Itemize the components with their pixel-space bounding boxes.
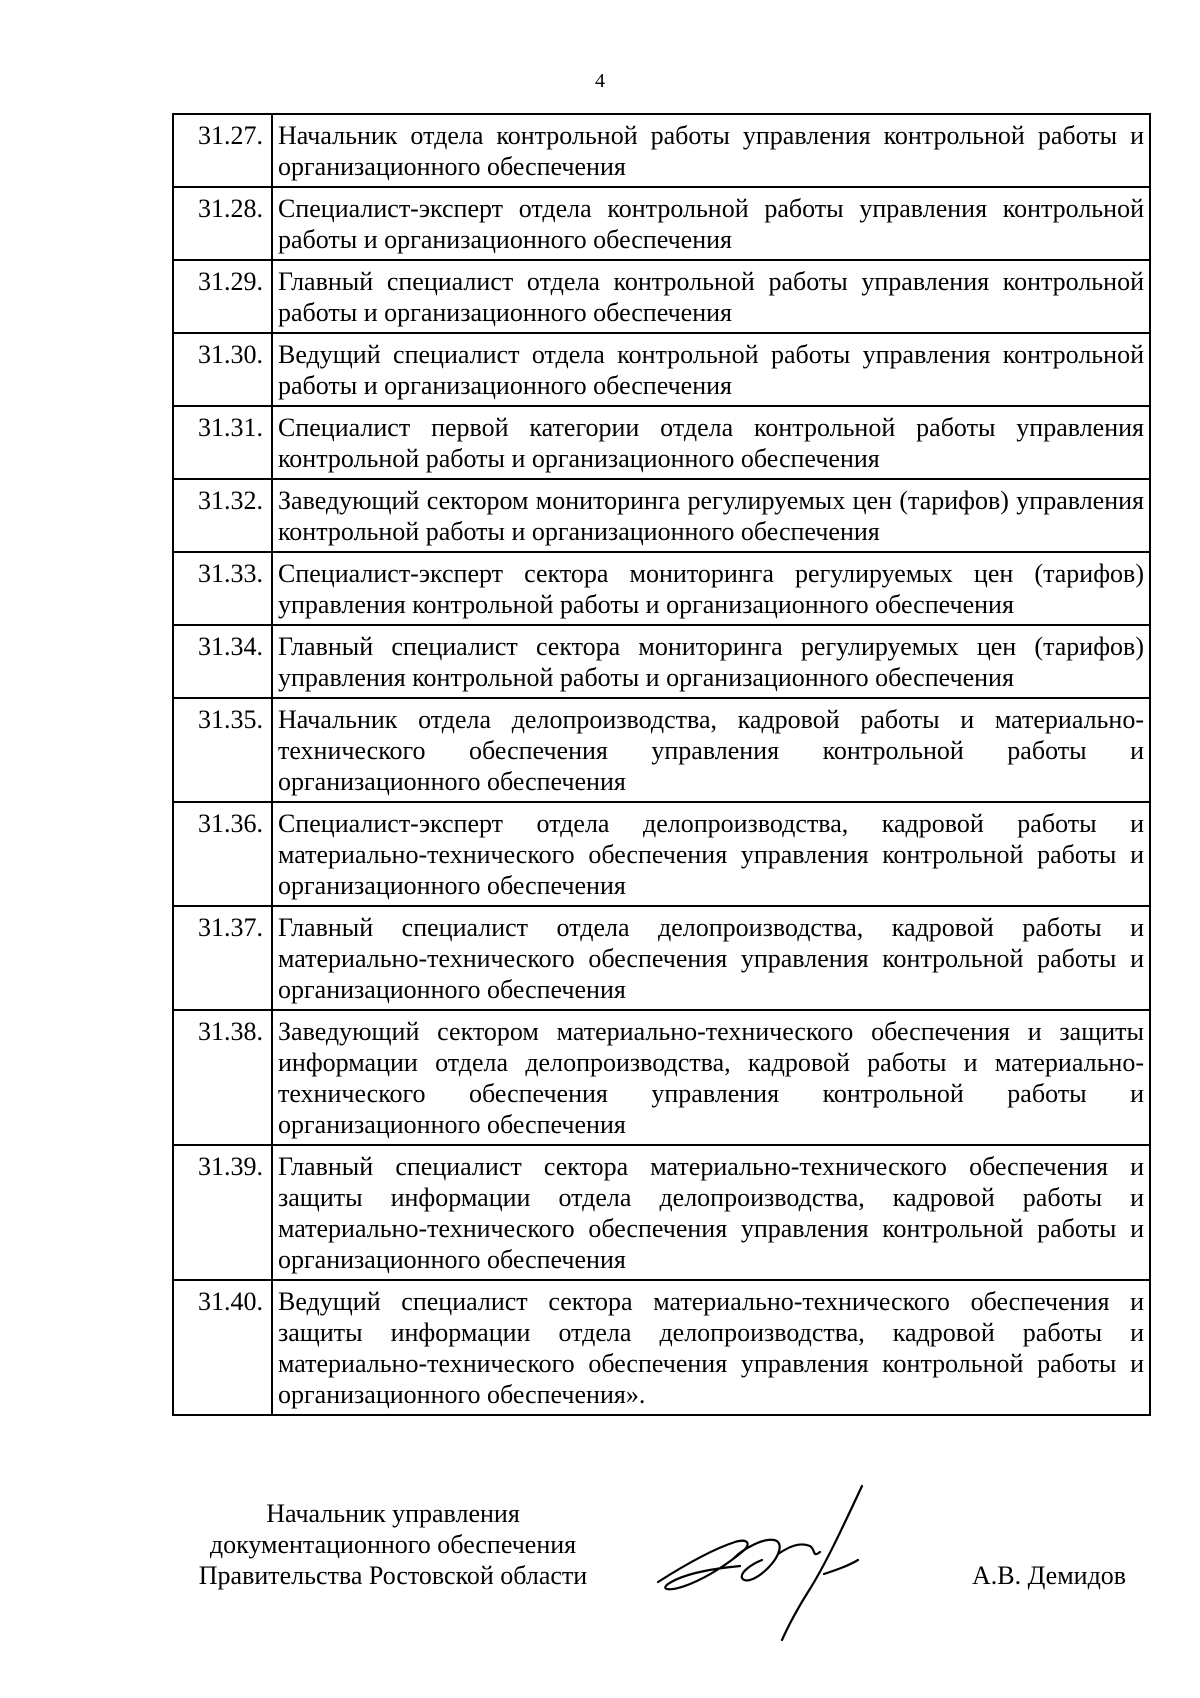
signer-name: А.В. Демидов — [972, 1561, 1127, 1590]
row-number: 31.35. — [173, 698, 272, 802]
table-row — [173, 802, 1150, 906]
row-text: Специалист-эксперт отдела делопроизводства, кадровой работы и материально-технического обеспечения управления контрольной работы и организационного обеспечения — [272, 802, 1150, 906]
row-text: Начальник отдела делопроизводства, кадровой работы и материально-технического обеспечения управления контрольной работы и организационного обеспечения — [272, 698, 1150, 802]
table-row — [173, 698, 1150, 802]
row-text: Главный специалист сектора материально-технического обеспечения и защиты информации отдела делопроизводства, кадровой работы и материально-технического обеспечения управления контрольной работы и организационного обеспечения — [272, 1145, 1150, 1280]
signer-position-line: Начальник управления — [266, 1499, 520, 1528]
table-row — [173, 406, 1150, 479]
row-text: Заведующий сектором мониторинга регулируемых цен (тарифов) управления контрольной работы и организационного обеспечения — [272, 479, 1150, 552]
signer-position — [173, 1498, 613, 1591]
row-number: 31.39. — [173, 1145, 272, 1280]
row-text: Главный специалист отдела делопроизводства, кадровой работы и материально-технического обеспечения управления контрольной работы и организационного обеспечения — [272, 906, 1150, 1010]
table-row — [173, 552, 1150, 625]
row-number: 31.36. — [173, 802, 272, 906]
page-number: 4 — [595, 70, 605, 92]
row-text: Главный специалист отдела контрольной работы управления контрольной работы и организационного обеспечения — [272, 260, 1150, 333]
table-row — [173, 1145, 1150, 1280]
row-number: 31.38. — [173, 1010, 272, 1145]
signer-position-line: документационного обеспечения — [209, 1530, 577, 1559]
table-row — [173, 1280, 1150, 1415]
table-row — [173, 187, 1150, 260]
row-text: Заведующий сектором материально-технического обеспечения и защиты информации отдела делопроизводства, кадровой работы и материально-технического обеспечения управления контрольной работы и организационного обеспечения — [272, 1010, 1150, 1145]
row-number: 31.27. — [173, 114, 272, 187]
table-row — [173, 114, 1150, 187]
row-number: 31.28. — [173, 187, 272, 260]
row-number: 31.30. — [173, 333, 272, 406]
table-row — [173, 625, 1150, 698]
table-row — [173, 906, 1150, 1010]
row-text: Специалист-эксперт сектора мониторинга регулируемых цен (тарифов) управления контрольной работы и организационного обеспечения — [272, 552, 1150, 625]
row-text: Ведущий специалист сектора материально-технического обеспечения и защиты информации отдела делопроизводства, кадровой работы и материально-технического обеспечения управления контрольной работы и организационного обеспечения». — [272, 1280, 1150, 1415]
table-row — [173, 1010, 1150, 1145]
row-text: Ведущий специалист отдела контрольной работы управления контрольной работы и организационного обеспечения — [272, 333, 1150, 406]
row-number: 31.33. — [173, 552, 272, 625]
table-row — [173, 479, 1150, 552]
row-number: 31.31. — [173, 406, 272, 479]
row-text: Специалист первой категории отдела контрольной работы управления контрольной работы и организационного обеспечения — [272, 406, 1150, 479]
positions-table — [172, 113, 1151, 1416]
row-text: Главный специалист сектора мониторинга регулируемых цен (тарифов) управления контрольной работы и организационного обеспечения — [272, 625, 1150, 698]
row-number: 31.37. — [173, 906, 272, 1010]
table-row — [173, 260, 1150, 333]
handwritten-signature — [650, 1480, 950, 1650]
row-number: 31.32. — [173, 479, 272, 552]
row-number: 31.40. — [173, 1280, 272, 1415]
row-number: 31.29. — [173, 260, 272, 333]
row-number: 31.34. — [173, 625, 272, 698]
signer-position-line: Правительства Ростовской области — [198, 1561, 588, 1590]
row-text: Специалист-эксперт отдела контрольной работы управления контрольной работы и организационного обеспечения — [272, 187, 1150, 260]
row-text: Начальник отдела контрольной работы управления контрольной работы и организационного обеспечения — [272, 114, 1150, 187]
table-row — [173, 333, 1150, 406]
